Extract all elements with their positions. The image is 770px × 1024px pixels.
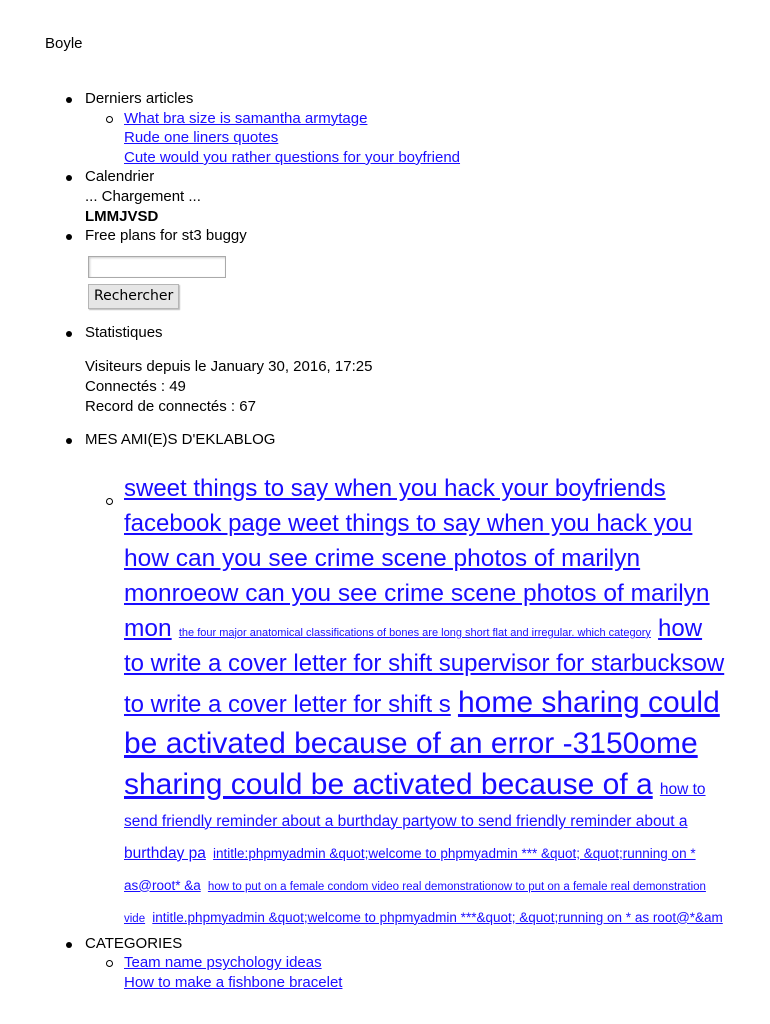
tag-link[interactable]: how can you see crime scene photos of marilyn monroeow can you see crime scene photos of marilyn mon xyxy=(124,544,710,642)
bullet-icon xyxy=(66,97,72,103)
tag-link[interactable]: how to put on a female condom video real demonstrationow to put on a female real demonstration vide xyxy=(124,880,706,925)
bullet-icon xyxy=(66,234,72,240)
search-button[interactable]: Rechercher xyxy=(88,284,179,309)
circle-bullet-icon xyxy=(106,116,113,123)
article-link[interactable]: What bra size is samantha armytage xyxy=(124,109,368,127)
widget-heading: Statistiques xyxy=(85,323,163,341)
site-title: Boyle xyxy=(45,35,83,52)
widget-friends xyxy=(85,430,735,934)
article-link[interactable]: Cute would you rather questions for your boyfriend xyxy=(124,148,461,166)
widget-heading: MES AMI(E)S D'EKLABLOG xyxy=(85,431,276,449)
bullet-icon xyxy=(66,942,72,948)
widget-heading: Calendrier xyxy=(85,168,155,186)
tag-cloud xyxy=(124,473,726,934)
category-link[interactable]: How to make a fishbone bracelet xyxy=(124,973,343,991)
tag-link[interactable]: intitle.phpmyadmin &quot;welcome to phpmyadmin ***&quot; &quot;running on * as root@*&am xyxy=(152,909,723,925)
category-link[interactable]: Team name psychology ideas xyxy=(124,954,322,972)
bullet-icon xyxy=(66,175,72,181)
widget-recent-articles xyxy=(85,89,735,167)
tag-link[interactable]: sweet things to say when you hack your boyfriends facebook page weet things to say when you hack you xyxy=(124,474,693,537)
tag-link[interactable]: intitle:phpmyadmin &quot;welcome to phpmyadmin *** &quot; &quot;running on * as@root* &a xyxy=(124,845,696,893)
widget-heading: Free plans for st3 buggy xyxy=(85,227,247,245)
bullet-icon xyxy=(66,331,72,337)
search-input[interactable] xyxy=(88,256,226,278)
statistics-block xyxy=(85,357,735,416)
sidebar-widget-list xyxy=(85,89,735,993)
widget-statistics xyxy=(85,323,735,430)
list-item xyxy=(124,473,735,934)
circle-bullet-icon xyxy=(106,498,113,505)
widget-calendar xyxy=(85,167,735,226)
friends-list xyxy=(85,473,735,934)
calendar-loading-text: ... Chargement ... xyxy=(85,187,201,205)
tag-link[interactable]: the four major anatomical classifications of bones are long short flat and irregular. which category xyxy=(178,626,651,639)
list-item xyxy=(124,953,735,992)
calendar-weekdays: LMMJVSD xyxy=(85,207,159,225)
circle-bullet-icon xyxy=(106,960,113,967)
tag-link[interactable]: how to write a cover letter for shift supervisor for starbucksow to write a cover letter for shift s xyxy=(124,614,725,718)
widget-search xyxy=(85,226,735,323)
bullet-icon xyxy=(66,438,72,444)
list-item xyxy=(124,109,735,168)
widget-categories xyxy=(85,934,735,993)
article-link[interactable]: Rude one liners quotes xyxy=(124,129,279,147)
visitors-since-text: Visiteurs depuis le January 30, 2016, 17:25 xyxy=(85,358,373,376)
record-online-text: Record de connectés : 67 xyxy=(85,397,256,415)
tag-link[interactable]: how to send friendly reminder about a burthday partyow to send friendly reminder about a burthday pa xyxy=(124,780,706,862)
widget-heading: Derniers articles xyxy=(85,90,194,107)
recent-articles-list xyxy=(85,109,735,168)
widget-heading: CATEGORIES xyxy=(85,934,183,952)
categories-list xyxy=(85,953,735,992)
tag-link[interactable]: home sharing could be activated because of an error -3150ome sharing could be activated because of a xyxy=(124,685,720,801)
online-count-text: Connectés : 49 xyxy=(85,377,186,395)
